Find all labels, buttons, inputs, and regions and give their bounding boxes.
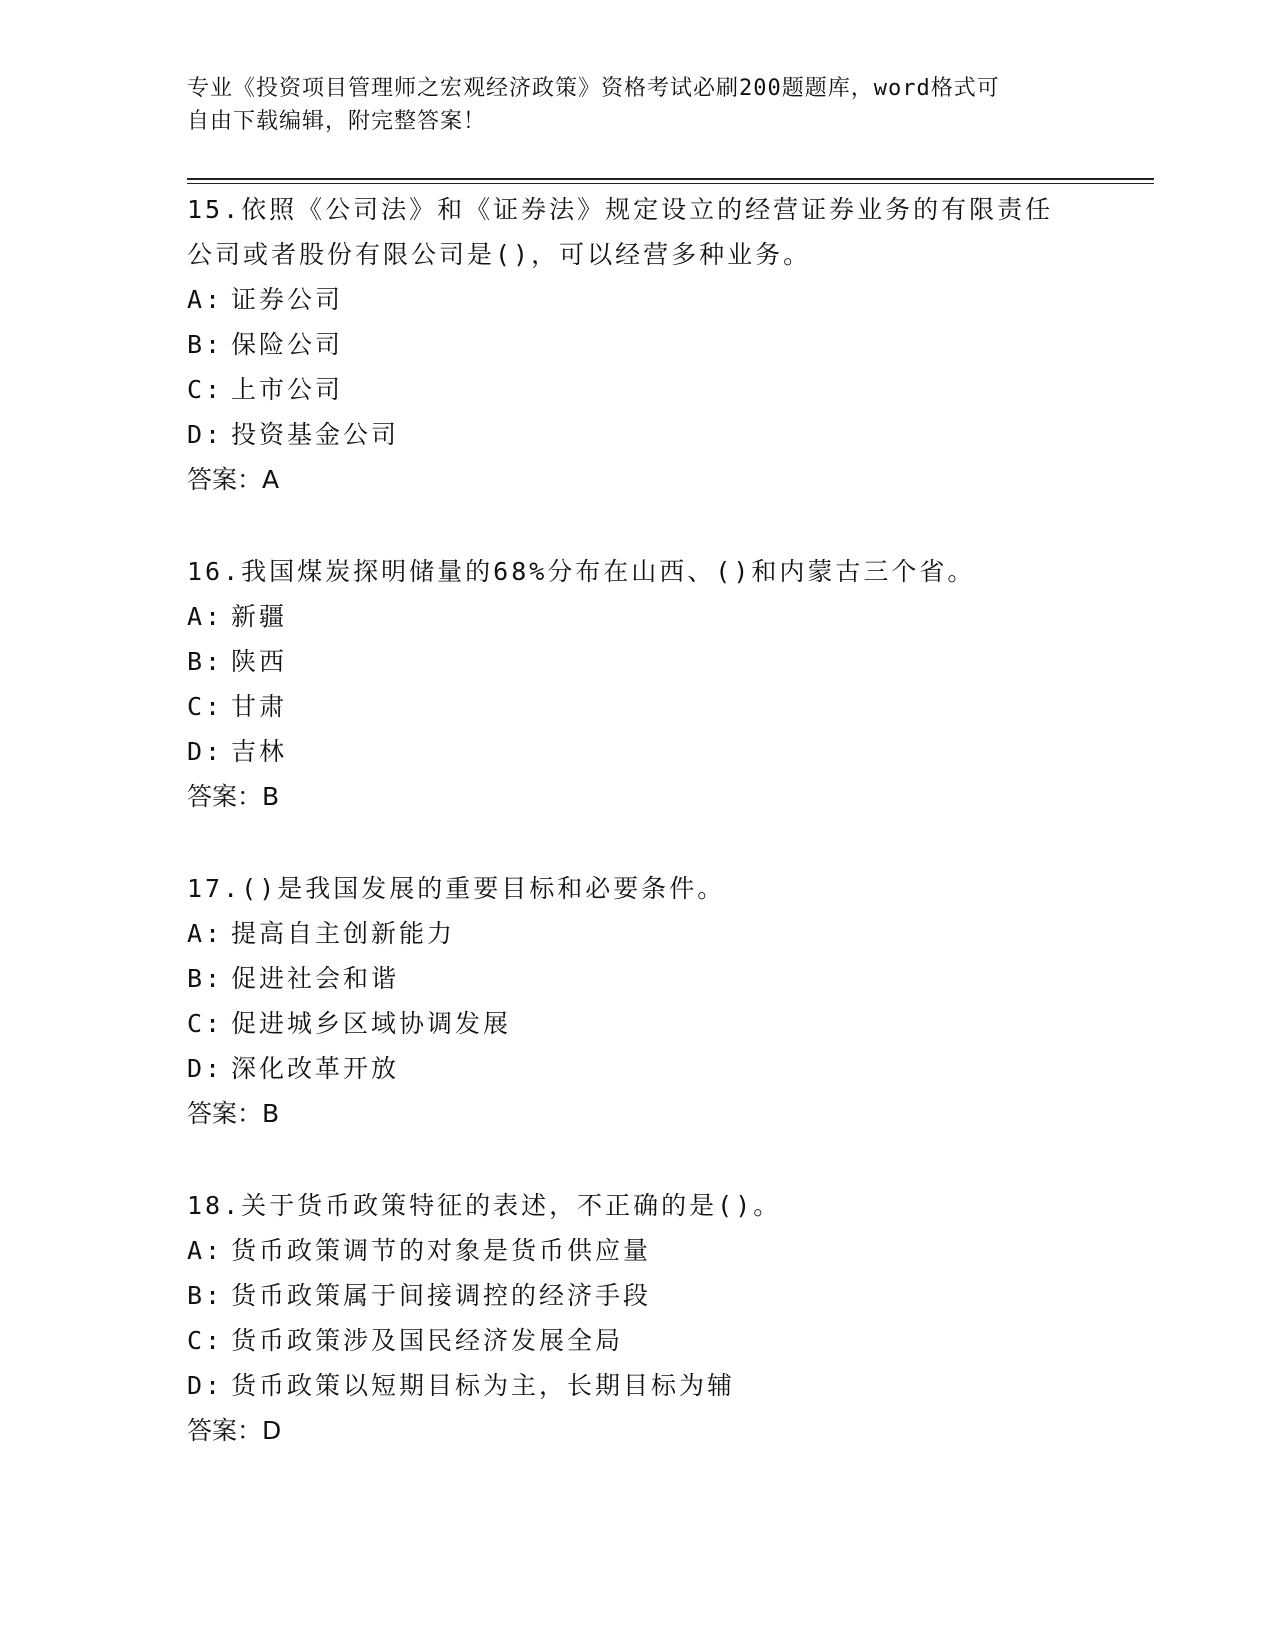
- option-key: B:: [187, 647, 224, 676]
- option-key: A:: [187, 919, 224, 948]
- option-key: A:: [187, 602, 224, 631]
- option-key: A:: [187, 285, 224, 314]
- option-text: 货币政策涉及国民经济发展全局: [231, 1326, 624, 1355]
- question-text-line: 15.依照《公司法》和《证券法》规定设立的经营证券业务的有限责任: [187, 195, 1054, 224]
- option-a: [187, 594, 1087, 639]
- option-b: [187, 956, 1087, 1001]
- option-text: 投资基金公司: [231, 420, 400, 449]
- option-text: 吉林: [231, 737, 288, 766]
- option-c: [187, 1318, 1087, 1363]
- option-key: C:: [187, 1326, 224, 1355]
- answer-line: 答案：B: [187, 1099, 280, 1128]
- option-c: [187, 367, 1087, 412]
- option-d: [187, 412, 1087, 457]
- option-key: C:: [187, 375, 224, 404]
- option-a: [187, 1228, 1087, 1273]
- option-text: 上市公司: [231, 375, 344, 404]
- option-key: D:: [187, 1371, 224, 1400]
- question-list: [187, 187, 1087, 1453]
- option-key: D:: [187, 737, 224, 766]
- question-16: [187, 549, 1087, 819]
- option-key: C:: [187, 692, 224, 721]
- question-spacer: [187, 819, 1087, 866]
- question-17: [187, 866, 1087, 1136]
- header-line-1: 专业《投资项目管理师之宏观经济政策》资格考试必刷200题题库，word格式可: [187, 76, 1000, 101]
- option-key: B:: [187, 330, 224, 359]
- question-text-line: 16.我国煤炭探明储量的68%分布在山西、()和内蒙古三个省。: [187, 557, 976, 586]
- option-text: 陕西: [231, 647, 288, 676]
- option-key: C:: [187, 1009, 224, 1038]
- option-text: 促进城乡区域协调发展: [231, 1009, 512, 1038]
- option-text: 新疆: [231, 602, 288, 631]
- option-key: D:: [187, 1054, 224, 1083]
- option-a: [187, 911, 1087, 956]
- option-text: 保险公司: [231, 330, 344, 359]
- option-c: [187, 1001, 1087, 1046]
- option-text: 证券公司: [231, 285, 344, 314]
- question-15: [187, 187, 1087, 502]
- option-a: [187, 277, 1087, 322]
- option-b: [187, 639, 1087, 684]
- option-text: 甘肃: [231, 692, 288, 721]
- question-text-line: 公司或者股份有限公司是()，可以经营多种业务。: [187, 240, 812, 269]
- option-d: [187, 1046, 1087, 1091]
- answer-line: 答案：D: [187, 1416, 282, 1445]
- option-text: 促进社会和谐: [231, 964, 400, 993]
- question-text-line: 18.关于货币政策特征的表述，不正确的是()。: [187, 1191, 782, 1220]
- option-d: [187, 1363, 1087, 1408]
- option-key: B:: [187, 964, 224, 993]
- option-text: 货币政策属于间接调控的经济手段: [231, 1281, 652, 1310]
- option-key: B:: [187, 1281, 224, 1310]
- header-divider-thin: [187, 183, 1154, 184]
- header-divider-thick: [187, 178, 1154, 180]
- answer-line: 答案：A: [187, 465, 280, 494]
- document-header: [187, 72, 1067, 138]
- option-text: 深化改革开放: [231, 1054, 400, 1083]
- question-spacer: [187, 1136, 1087, 1183]
- option-key: A:: [187, 1236, 224, 1265]
- option-b: [187, 1273, 1087, 1318]
- header-line-2: 自由下载编辑，附完整答案！: [187, 109, 487, 134]
- option-text: 提高自主创新能力: [231, 919, 456, 948]
- question-text-line: 17.()是我国发展的重要目标和必要条件。: [187, 874, 726, 903]
- option-text: 货币政策以短期目标为主，长期目标为辅: [231, 1371, 736, 1400]
- answer-line: 答案：B: [187, 782, 280, 811]
- option-text: 货币政策调节的对象是货币供应量: [231, 1236, 652, 1265]
- question-spacer: [187, 502, 1087, 549]
- question-18: [187, 1183, 1087, 1453]
- option-key: D:: [187, 420, 224, 449]
- option-c: [187, 684, 1087, 729]
- option-b: [187, 322, 1087, 367]
- option-d: [187, 729, 1087, 774]
